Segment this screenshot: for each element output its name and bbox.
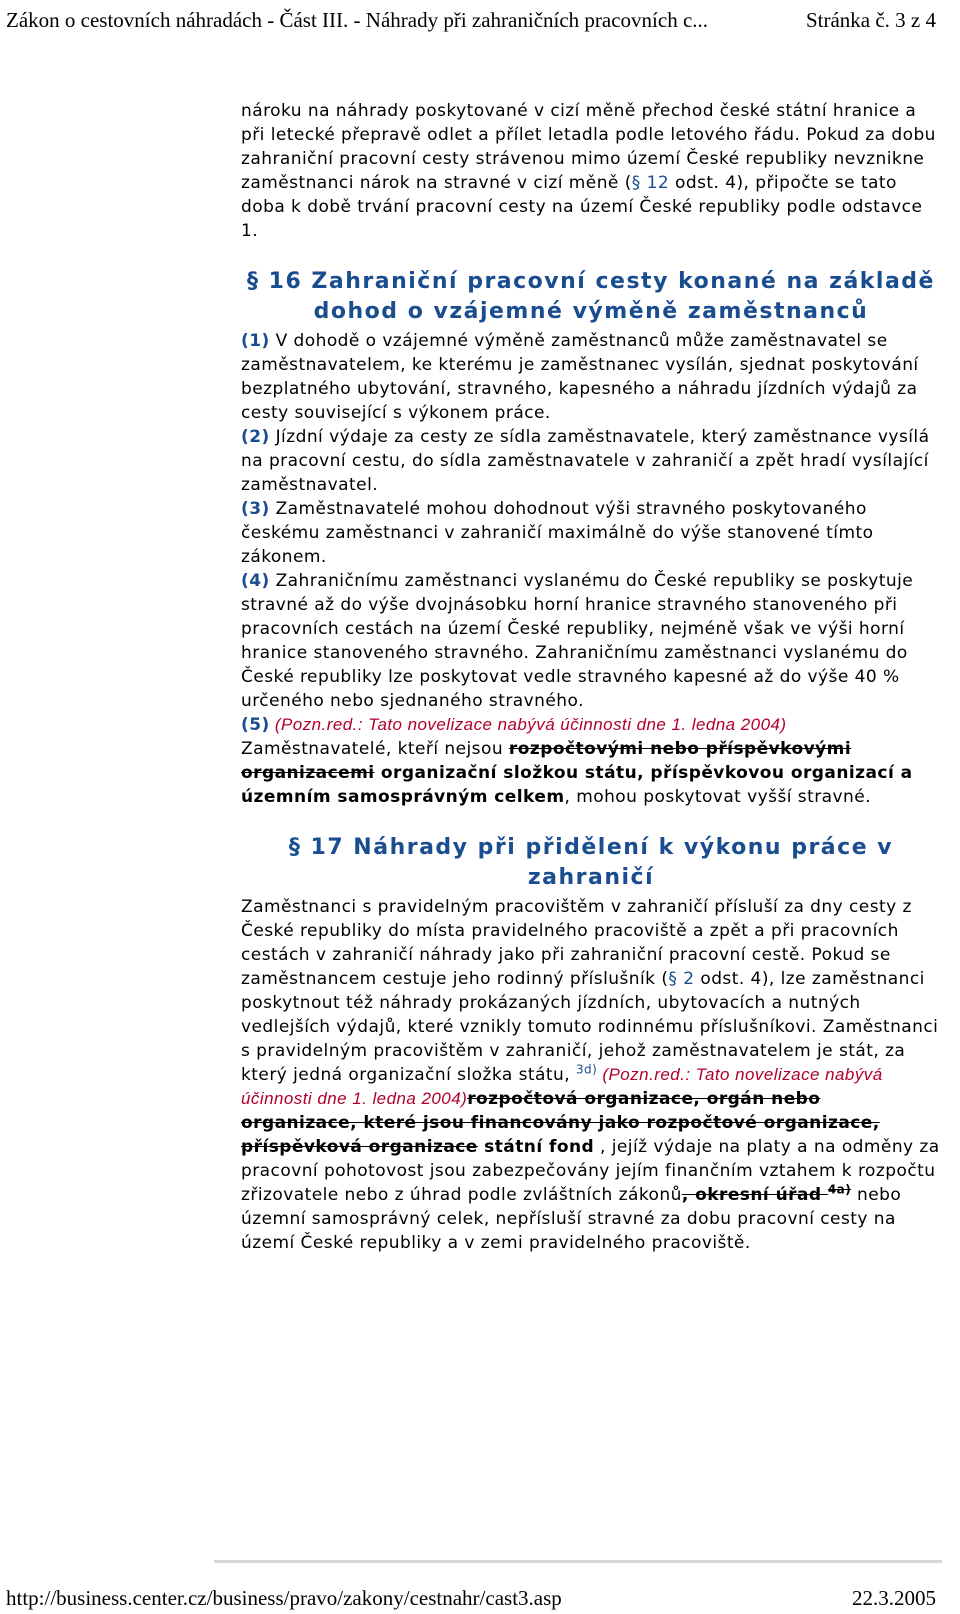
intro-text-1: nároku na náhrady poskytované v cizí měně přechod české státní hranice a při letecké přepravě odlet a přílet letadla podle letového řádu. Pokud za dobu zahraniční pracovní cesty strávenou mimo území České republiky nevznikne zaměstnanci nárok na stravné v cizí měně ( <box>241 101 936 193</box>
editor-note: (Pozn.red.: Tato novelizace nabývá účinnosti dne 1. ledna 2004) <box>269 715 787 734</box>
s16-paragraph-1 <box>241 329 941 425</box>
deleted-text: , okresní úřad <box>681 1185 828 1205</box>
print-footer <box>6 1583 936 1613</box>
paragraph-text: , jejíž výdaje na platy a na odměny za pracovní pohotovost jsou zabezpečovány jejím finančním vztahem k rozpočtu zřizovatele nebo z úhrad podle zvláštních zákonů <box>241 1137 940 1205</box>
paragraph-text: V dohodě o vzájemné výměně zaměstnanců může zaměstnavatel se zaměstnavatelem, ke kterému je zaměstnanec vysílán, sjednat poskytování bezplatného ubytování, stravného, kapesného a náhradu jízdních výdajů za cesty související s výkonem práce. <box>241 331 919 423</box>
page-url: http://business.center.cz/business/pravo/zakony/cestnahr/cast3.asp <box>6 1585 562 1610</box>
intro-paragraph <box>241 99 941 243</box>
section-17-heading: § 17 Náhrady při přidělení k výkonu práce v zahraničí <box>288 835 894 890</box>
page-number: Stránka č. 3 z 4 <box>805 7 936 32</box>
paragraph-text: Zaměstnanci s pravidelným pracovištěm v zahraničí přísluší za dny cesty z České republiky do místa pravidelného pracoviště a zpět a při pracovních cestách v zahraničí náhrady jako při zahraniční pracovní cestě. Pokud se zaměstnancem cestuje jeho rodinný příslušník ( <box>241 897 912 989</box>
paragraph-text: nebo územní samosprávný celek, nepřísluší stravné za dobu pracovní cesty na území České republiky a v zemi pravidelného pracoviště. <box>241 1185 902 1253</box>
footnote-4a-ref: 4a) <box>827 1182 852 1197</box>
section-12-link[interactable]: § 12 <box>631 173 670 193</box>
s16-paragraph-5 <box>241 737 941 809</box>
print-date: 22.3.2005 <box>852 1585 936 1610</box>
s16-paragraph-2 <box>241 425 941 497</box>
paragraph-text: Zaměstnavatelé mohou dohodnout výši stravného poskytovaného českému zaměstnanci v zahraničí maximálně do výše stanovené tímto zákonem. <box>241 499 874 567</box>
paragraph-text: Jízdní výdaje za cesty ze sídla zaměstnavatele, který zaměstnance vysílá na pracovní cestu, do sídla zaměstnavatele v zahraničí a zpět hradí vysílající zaměstnavatel. <box>241 427 930 495</box>
paragraph-number: (1) <box>241 331 270 351</box>
paragraph-number: (4) <box>241 571 270 591</box>
inserted-text: státní fond <box>477 1137 595 1157</box>
footer-divider <box>214 1560 942 1563</box>
paragraph-number: (3) <box>241 499 270 519</box>
document-body <box>241 99 941 1255</box>
s16-paragraph-3 <box>241 497 941 569</box>
deleted-text: rozpočtová organizace, orgán nebo organizace, které jsou financovány jako rozpočtové organizace, příspěvková organizace <box>241 1089 880 1157</box>
document-title: Zákon o cestovních náhradách - Část III. - Náhrady při zahraničních pracovních c... <box>6 7 709 32</box>
s17-paragraph <box>241 895 941 1255</box>
paragraph-number: (5) <box>241 715 270 735</box>
section-2-link[interactable]: § 2 <box>668 969 695 989</box>
s16-paragraph-5-header <box>241 713 941 737</box>
paragraph-text: , mohou poskytovat vyšší stravné. <box>564 787 872 807</box>
deleted-text: rozpočtovými nebo příspěvkovými organizacemi <box>241 739 852 783</box>
print-header <box>6 4 936 36</box>
paragraph-text: Zahraničnímu zaměstnanci vyslanému do České republiky se poskytuje stravné až do výše dvojnásobku horní hranice stravného stanoveného při pracovních cestách na území České republiky, nejméně však ve výši horní hranice stanoveného stravného. Zahraničnímu zaměstnanci vyslanému do České republiky lze poskytovat vedle stravného kapesné až do výše 40 % určeného nebo sjednaného stravného. <box>241 571 914 711</box>
editor-note: (Pozn.red.: Tato novelizace nabývá účinnosti dne 1. ledna 2004) <box>241 1065 883 1108</box>
footnote-3d-ref[interactable]: 3d) <box>575 1062 598 1077</box>
paragraph-text: odst. 4), lze zaměstnanci poskytnout též náhrady prokázaných jízdních, ubytovacích a nutných vedlejších výdajů, které vznikly tomuto rodinnému příslušníkovi. Zaměstnanci s pravidelným pracovištěm v zahraničí, jehož zaměstnavatelem je stát, za který jedná organizační složka státu, <box>241 969 939 1085</box>
inserted-text: organizační složkou státu, příspěvkovou organizací a územním samosprávným celkem <box>241 763 913 807</box>
paragraph-number: (2) <box>241 427 270 447</box>
section-16-heading: § 16 Zahraniční pracovní cesty konané na základě dohod o vzájemné výměně zaměstnanců <box>247 269 935 324</box>
s16-paragraph-4 <box>241 569 941 713</box>
paragraph-text: Zaměstnavatelé, kteří nejsou <box>241 739 509 759</box>
intro-text-2: odst. 4), připočte se tato doba k době trvání pracovní cesty na území České republiky podle odstavce 1. <box>241 173 923 241</box>
